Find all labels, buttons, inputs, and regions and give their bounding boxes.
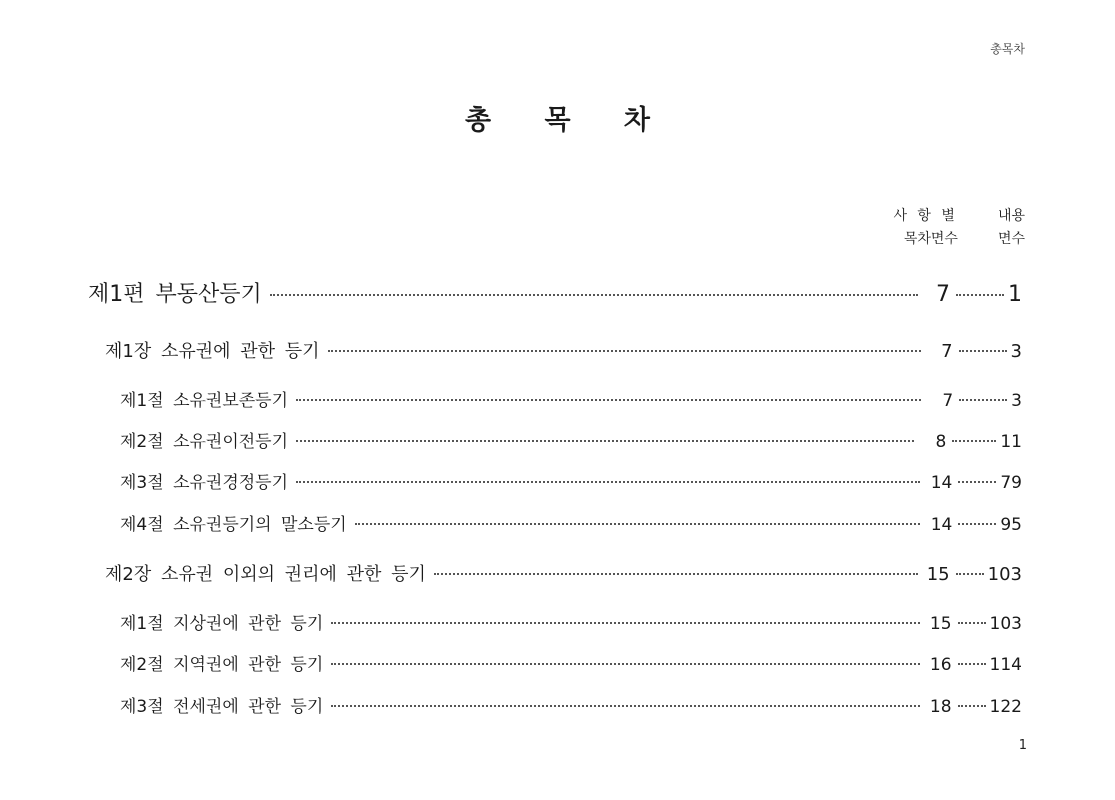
content-page-number: 3 [1011,391,1022,411]
toc-entry-chapter-2[interactable] [0,560,1022,586]
dot-leader [434,572,918,575]
content-page-number: 103 [989,614,1022,634]
content-page-number: 95 [1000,515,1022,535]
toc-entry-section[interactable] [0,386,1022,411]
content-page-number: 1 [1008,282,1022,307]
dot-leader [270,293,918,296]
dot-leader [355,522,921,525]
toc-entry-section[interactable] [0,650,1022,675]
toc-page-number: 7 [941,341,953,362]
content-page-number: 3 [1010,341,1022,362]
dot-leader [956,573,984,575]
content-pages-header [998,205,1025,251]
content-pages-header-line2: 면수 [997,231,1025,247]
toc-entry-section[interactable] [0,609,1022,634]
toc-entry-label: 제2장 소유권 이외의 권리에 관한 등기 [105,564,426,585]
toc-page-number: 7 [942,391,954,411]
dot-leader [958,481,996,483]
dot-leader [296,398,921,401]
toc-pages-header-line2: 목차면수 [903,231,958,247]
toc-entry-part-1[interactable] [0,277,1022,308]
toc-entry-label: 제4절 소유권등기의 말소등기 [120,515,347,535]
toc-page-number: 15 [929,614,952,634]
toc-page-number: 15 [926,564,950,585]
dot-leader [952,440,996,442]
dot-leader [958,663,986,665]
dot-leader [331,621,919,624]
dot-leader [958,705,986,707]
dot-leader [296,480,920,483]
content-page-number: 122 [989,697,1022,717]
column-headers [893,205,1025,251]
dot-leader [956,294,1004,296]
dot-leader [958,622,986,624]
toc-entry-section[interactable] [0,427,1022,452]
running-header: 총목차 [990,42,1025,56]
toc-entry-label: 제2절 지역권에 관한 등기 [120,655,324,675]
page-number: 1 [1018,738,1027,753]
toc-page-number: 18 [929,697,952,717]
toc-pages-header-line1: 사 항 별 [893,208,958,224]
content-page-number: 114 [989,655,1022,675]
dot-leader [296,439,914,442]
content-page-number: 11 [1000,432,1022,452]
toc-entry-section[interactable] [0,692,1022,717]
content-page-number: 103 [987,564,1022,585]
toc-entry-label: 제2절 소유권이전등기 [120,432,289,452]
toc-page-number: 7 [936,282,950,307]
dot-leader [958,523,996,525]
dot-leader [328,349,921,352]
toc-page-number: 14 [930,473,953,493]
dot-leader [331,662,919,665]
toc-entry-label: 제1장 소유권에 관한 등기 [105,341,320,362]
toc-entry-chapter-1[interactable] [0,337,1022,363]
dot-leader [959,399,1007,401]
toc-entry-label: 제1편 부동산등기 [88,282,262,307]
dot-leader [959,350,1007,352]
toc-entry-section[interactable] [0,510,1022,535]
toc-page-number: 8 [935,432,947,452]
dot-leader [331,704,919,707]
page-title: 총 목 차 [464,105,673,136]
toc-entry-section[interactable] [0,468,1022,493]
toc-entry-label: 제3절 소유권경정등기 [120,473,289,493]
toc-page-number: 14 [930,515,953,535]
content-page-number: 79 [1000,473,1022,493]
toc-entry-label: 제1절 지상권에 관한 등기 [120,614,324,634]
toc-entry-label: 제1절 소유권보존등기 [120,391,289,411]
toc-pages-header [893,205,957,251]
toc-page-number: 16 [929,655,952,675]
toc-entry-label: 제3절 전세권에 관한 등기 [120,697,324,717]
content-pages-header-line1: 내용 [997,208,1025,224]
